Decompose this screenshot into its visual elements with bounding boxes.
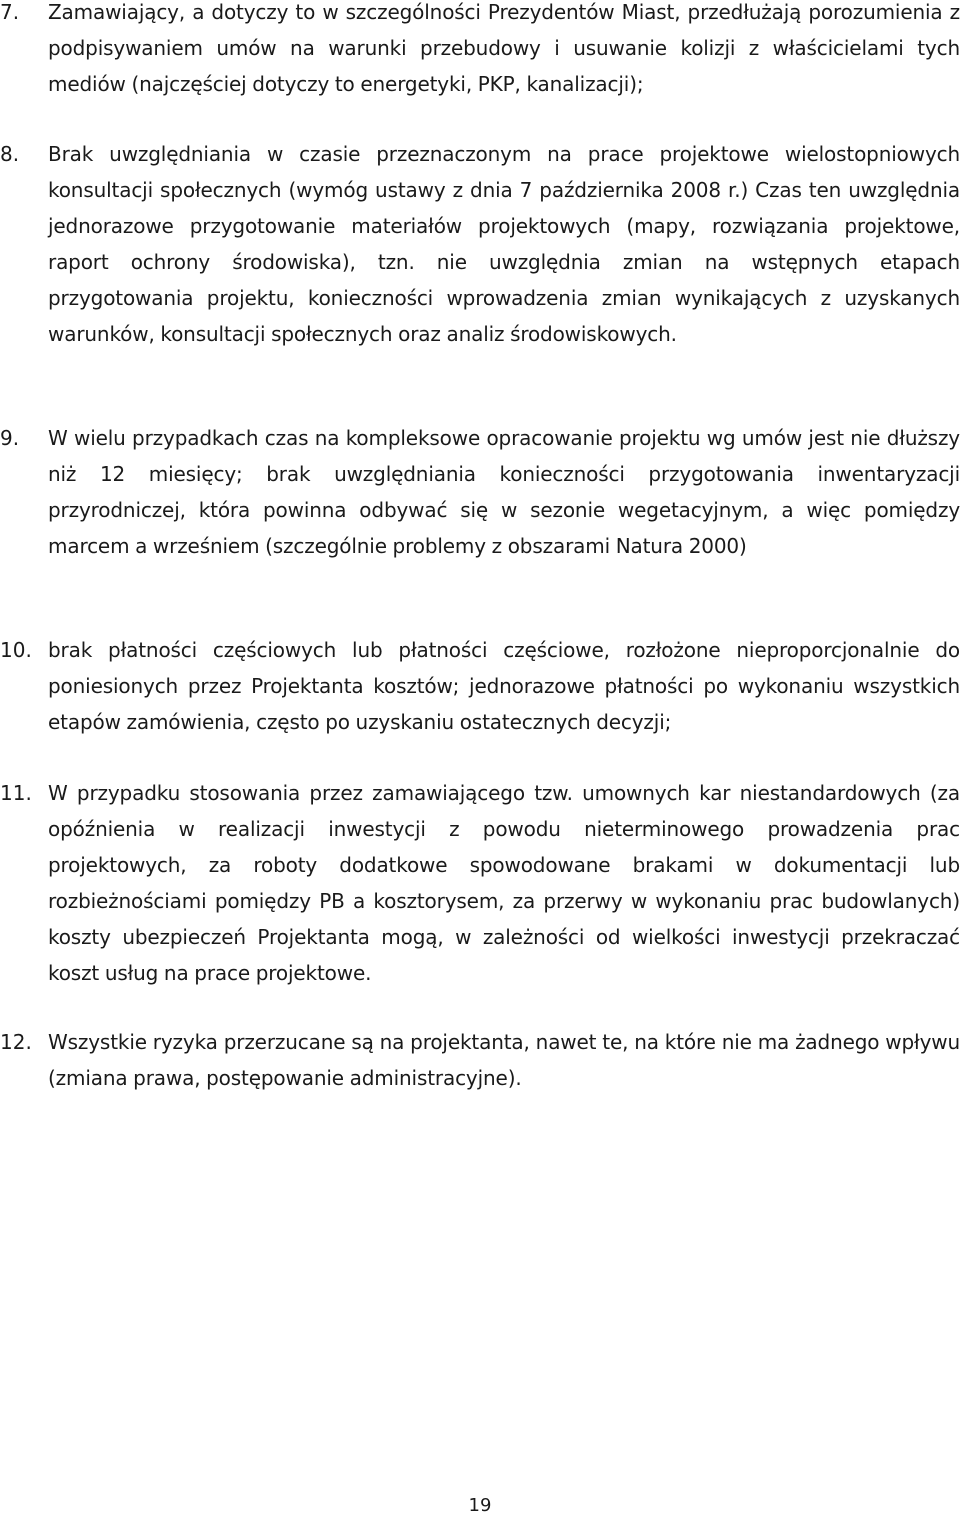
list-item-text: Brak uwzględniania w czasie przeznaczonym na prace projektowe wielostopniowych konsultacji społecznych (wymóg ustawy z dnia 7 października 2008 r.) Czas ten uwzględnia jednorazowe przygotowanie materiałów projektowych (mapy, rozwiązania projektowe, raport ochrony środowiska), tzn. nie uwzględnia zmian na wstępnych etapach przygotowania projektu, konieczności wprowadzenia zmian wynikających z uzyskanych warunków, konsultacji społecznych oraz analiz środowiskowych. <box>48 142 960 346</box>
list-item-text: W wielu przypadkach czas na kompleksowe opracowanie projektu wg umów jest nie dłuższy niż 12 miesięcy; brak uwzględniania konieczności przygotowania inwentaryzacji przyrodniczej, która powinna odbywać się w sezonie wegetacyjnym, a więc pomiędzy marcem a wrześniem (szczególnie problemy z obszarami Natura 2000) <box>48 426 960 558</box>
list-item-text: Zamawiający, a dotyczy to w szczególności Prezydentów Miast, przedłużają porozumienia z podpisywaniem umów na warunki przebudowy i usuwanie kolizji z właścicielami tych mediów (najczęściej dotyczy to energetyki, PKP, kanalizacji); <box>48 0 960 96</box>
list-item-number: 8. <box>0 142 20 166</box>
list-item-number: 11. <box>0 781 32 805</box>
list-item-text: Wszystkie ryzyka przerzucane są na projektanta, nawet te, na które nie ma żadnego wpływu (zmiana prawa, postępowanie administracyjne). <box>48 1030 960 1090</box>
list-item-text: brak płatności częściowych lub płatności częściowe, rozłożone nieproporcjonalnie do poniesionych przez Projektanta kosztów; jednorazowe płatności po wykonaniu wszystkich etapów zamówienia, często po uzyskaniu ostatecznych decyzji; <box>48 638 960 734</box>
list-item-number: 7. <box>0 0 20 24</box>
page-number: 19 <box>468 1495 492 1516</box>
list-item <box>0 775 960 991</box>
list-item <box>0 1024 960 1096</box>
list-item <box>0 0 960 102</box>
list-item-text: W przypadku stosowania przez zamawiającego tzw. umownych kar niestandardowych (za opóźnienia w realizacji inwestycji z powodu nieterminowego prowadzenia prac projektowych, za roboty dodatkowe spowodowane brakami w dokumentacji lub rozbieżnościami pomiędzy PB a kosztorysem, za przerwy w wykonaniu prac budowlanych) koszty ubezpieczeń Projektanta mogą, w zależności od wielkości inwestycji przekraczać koszt usług na prace projektowe. <box>48 781 960 985</box>
list-item <box>0 420 960 564</box>
list-item-number: 12. <box>0 1030 32 1054</box>
list-item <box>0 136 960 352</box>
list-item-number: 10. <box>0 638 32 662</box>
list-item <box>0 632 960 740</box>
list-item-number: 9. <box>0 426 20 450</box>
